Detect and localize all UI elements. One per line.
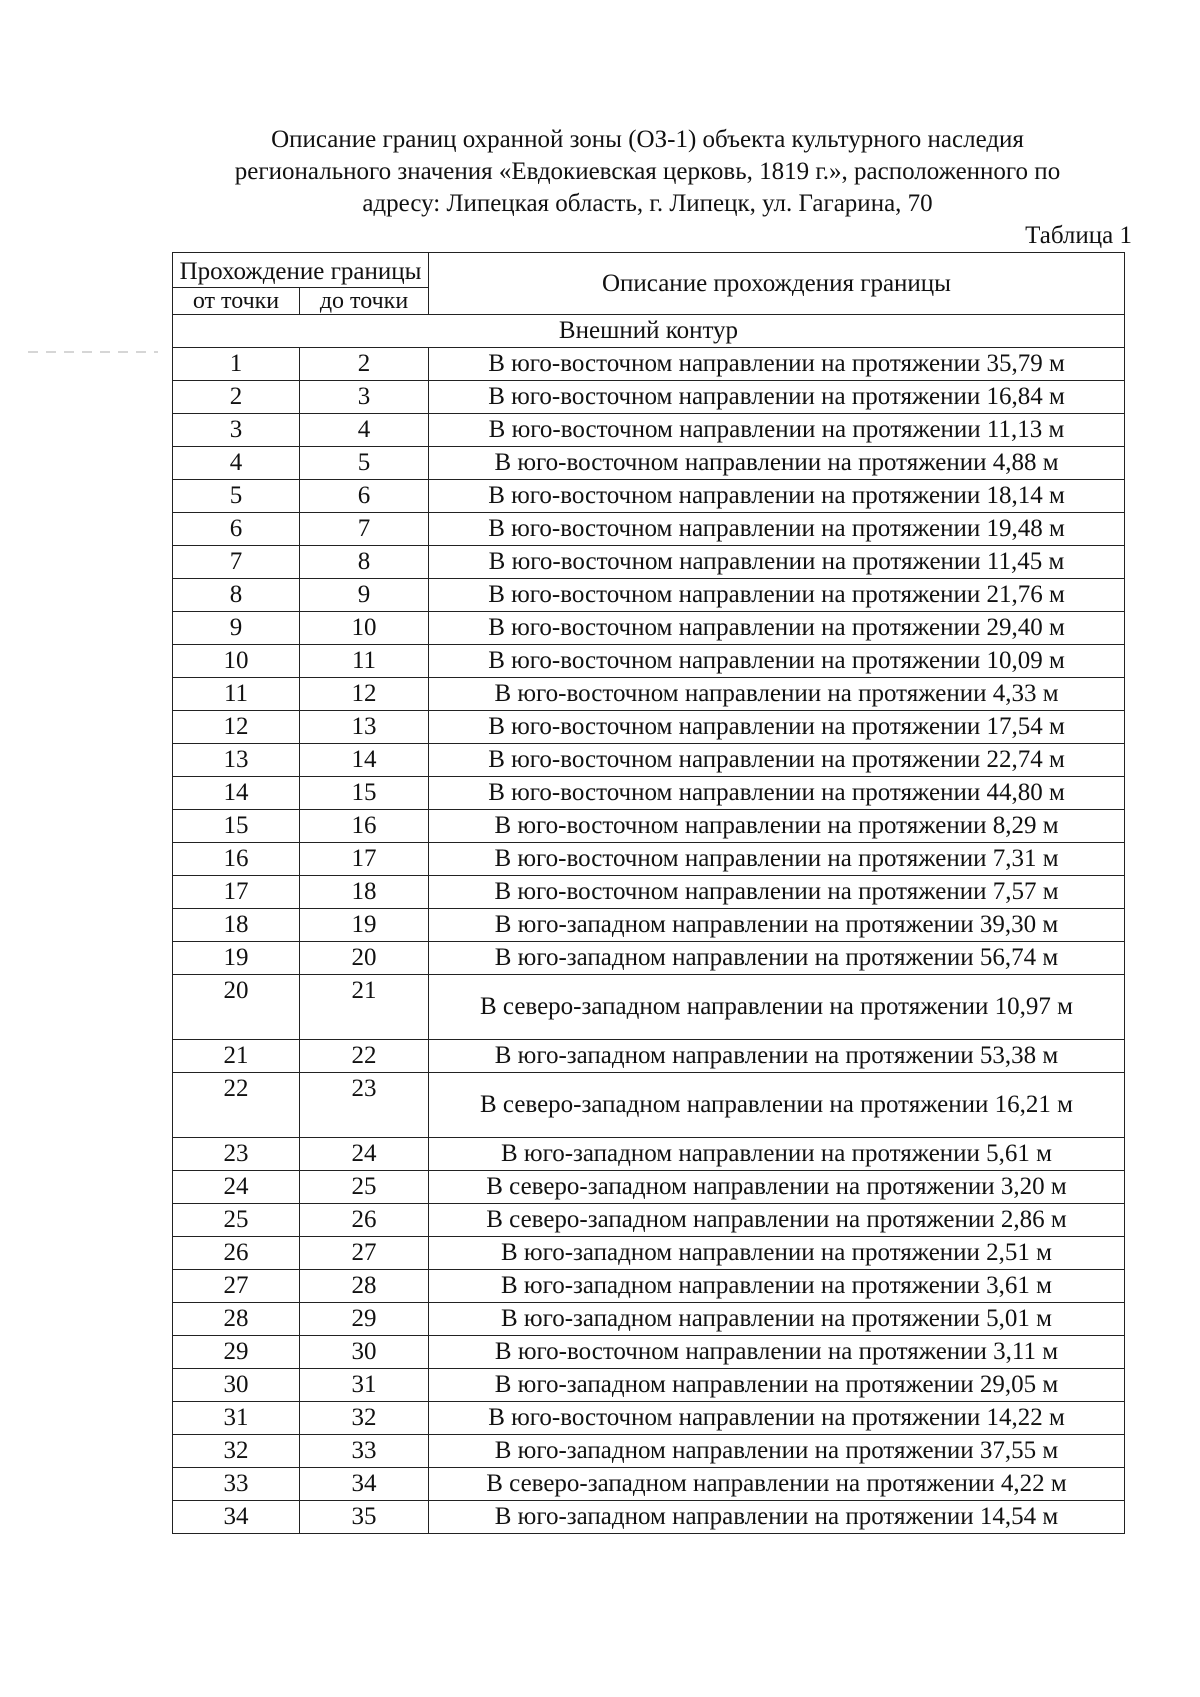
from-point-cell: 2 bbox=[173, 381, 300, 414]
table-row bbox=[173, 1369, 1125, 1402]
to-point-cell: 22 bbox=[300, 1040, 429, 1073]
table-row bbox=[173, 480, 1125, 513]
table-row bbox=[173, 975, 1125, 1040]
header-route: Прохождение границы bbox=[173, 253, 429, 288]
from-point-cell: 19 bbox=[173, 942, 300, 975]
description-cell: В юго-западном направлении на протяжении 53,38 м bbox=[429, 1040, 1125, 1073]
to-point-cell: 2 bbox=[300, 348, 429, 381]
table-row bbox=[173, 579, 1125, 612]
header-to-point: до точки bbox=[300, 288, 429, 315]
table-row bbox=[173, 546, 1125, 579]
title-line-3: адресу: Липецкая область, г. Липецк, ул. Гагарина, 70 bbox=[362, 190, 933, 217]
to-point-cell: 9 bbox=[300, 579, 429, 612]
table-row bbox=[173, 1204, 1125, 1237]
to-point-cell: 32 bbox=[300, 1402, 429, 1435]
description-cell: В юго-восточном направлении на протяжении 29,40 м bbox=[429, 612, 1125, 645]
table-row bbox=[173, 909, 1125, 942]
boundary-table bbox=[172, 252, 1125, 1534]
table-row bbox=[173, 843, 1125, 876]
to-point-cell: 14 bbox=[300, 744, 429, 777]
from-point-cell: 1 bbox=[173, 348, 300, 381]
description-cell: В юго-восточном направлении на протяжении 4,88 м bbox=[429, 447, 1125, 480]
description-cell: В юго-восточном направлении на протяжении 19,48 м bbox=[429, 513, 1125, 546]
to-point-cell: 21 bbox=[300, 975, 429, 1040]
to-point-cell: 24 bbox=[300, 1138, 429, 1171]
table-row bbox=[173, 942, 1125, 975]
description-cell: В юго-восточном направлении на протяжении 7,31 м bbox=[429, 843, 1125, 876]
description-cell: В северо-западном направлении на протяжении 4,22 м bbox=[429, 1468, 1125, 1501]
description-cell: В юго-восточном направлении на протяжении 22,74 м bbox=[429, 744, 1125, 777]
section-outer-contour: Внешний контур bbox=[173, 315, 1125, 348]
table-row bbox=[173, 1138, 1125, 1171]
table-row bbox=[173, 414, 1125, 447]
table-row bbox=[173, 348, 1125, 381]
from-point-cell: 28 bbox=[173, 1303, 300, 1336]
table-row bbox=[173, 1270, 1125, 1303]
from-point-cell: 26 bbox=[173, 1237, 300, 1270]
table-row bbox=[173, 612, 1125, 645]
to-point-cell: 18 bbox=[300, 876, 429, 909]
description-cell: В юго-восточном направлении на протяжении 10,09 м bbox=[429, 645, 1125, 678]
table-row bbox=[173, 513, 1125, 546]
table-row bbox=[173, 1336, 1125, 1369]
from-point-cell: 27 bbox=[173, 1270, 300, 1303]
title-line-1: Описание границ охранной зоны (ОЗ-1) объекта культурного наследия bbox=[271, 126, 1024, 153]
from-point-cell: 7 bbox=[173, 546, 300, 579]
scan-artifact bbox=[28, 351, 158, 353]
table-body bbox=[173, 315, 1125, 1534]
title-line-2: регионального значения «Евдокиевская церковь, 1819 г.», расположенного по bbox=[234, 158, 1061, 185]
description-cell: В юго-западном направлении на протяжении 2,51 м bbox=[429, 1237, 1125, 1270]
table-row bbox=[173, 1303, 1125, 1336]
table-row bbox=[173, 777, 1125, 810]
description-cell: В юго-восточном направлении на протяжении 11,45 м bbox=[429, 546, 1125, 579]
from-point-cell: 25 bbox=[173, 1204, 300, 1237]
to-point-cell: 31 bbox=[300, 1369, 429, 1402]
from-point-cell: 24 bbox=[173, 1171, 300, 1204]
to-point-cell: 25 bbox=[300, 1171, 429, 1204]
to-point-cell: 3 bbox=[300, 381, 429, 414]
from-point-cell: 9 bbox=[173, 612, 300, 645]
from-point-cell: 10 bbox=[173, 645, 300, 678]
description-cell: В юго-восточном направлении на протяжении 14,22 м bbox=[429, 1402, 1125, 1435]
to-point-cell: 30 bbox=[300, 1336, 429, 1369]
description-cell: В юго-восточном направлении на протяжении 11,13 м bbox=[429, 414, 1125, 447]
from-point-cell: 4 bbox=[173, 447, 300, 480]
to-point-cell: 7 bbox=[300, 513, 429, 546]
to-point-cell: 34 bbox=[300, 1468, 429, 1501]
from-point-cell: 17 bbox=[173, 876, 300, 909]
to-point-cell: 6 bbox=[300, 480, 429, 513]
to-point-cell: 10 bbox=[300, 612, 429, 645]
to-point-cell: 35 bbox=[300, 1501, 429, 1534]
table-row bbox=[173, 876, 1125, 909]
table-row bbox=[173, 381, 1125, 414]
description-cell: В юго-восточном направлении на протяжении 35,79 м bbox=[429, 348, 1125, 381]
from-point-cell: 20 bbox=[173, 975, 300, 1040]
document-title bbox=[160, 124, 1135, 220]
from-point-cell: 12 bbox=[173, 711, 300, 744]
table-row bbox=[173, 1435, 1125, 1468]
to-point-cell: 16 bbox=[300, 810, 429, 843]
description-cell: В юго-восточном направлении на протяжении 7,57 м bbox=[429, 876, 1125, 909]
from-point-cell: 29 bbox=[173, 1336, 300, 1369]
from-point-cell: 8 bbox=[173, 579, 300, 612]
from-point-cell: 16 bbox=[173, 843, 300, 876]
description-cell: В юго-западном направлении на протяжении 3,61 м bbox=[429, 1270, 1125, 1303]
from-point-cell: 11 bbox=[173, 678, 300, 711]
description-cell: В юго-западном направлении на протяжении 37,55 м bbox=[429, 1435, 1125, 1468]
description-cell: В юго-восточном направлении на протяжении 18,14 м bbox=[429, 480, 1125, 513]
to-point-cell: 26 bbox=[300, 1204, 429, 1237]
table-row bbox=[173, 1237, 1125, 1270]
description-cell: В юго-западном направлении на протяжении 5,01 м bbox=[429, 1303, 1125, 1336]
to-point-cell: 8 bbox=[300, 546, 429, 579]
description-cell: В северо-западном направлении на протяжении 10,97 м bbox=[429, 975, 1125, 1040]
table-row bbox=[173, 1402, 1125, 1435]
from-point-cell: 33 bbox=[173, 1468, 300, 1501]
from-point-cell: 3 bbox=[173, 414, 300, 447]
from-point-cell: 15 bbox=[173, 810, 300, 843]
table-row bbox=[173, 1040, 1125, 1073]
table-row bbox=[173, 810, 1125, 843]
to-point-cell: 4 bbox=[300, 414, 429, 447]
description-cell: В юго-восточном направлении на протяжении 21,76 м bbox=[429, 579, 1125, 612]
to-point-cell: 17 bbox=[300, 843, 429, 876]
from-point-cell: 6 bbox=[173, 513, 300, 546]
description-cell: В юго-западном направлении на протяжении 39,30 м bbox=[429, 909, 1125, 942]
to-point-cell: 28 bbox=[300, 1270, 429, 1303]
to-point-cell: 33 bbox=[300, 1435, 429, 1468]
from-point-cell: 31 bbox=[173, 1402, 300, 1435]
description-cell: В юго-западном направлении на протяжении 5,61 м bbox=[429, 1138, 1125, 1171]
description-cell: В северо-западном направлении на протяжении 2,86 м bbox=[429, 1204, 1125, 1237]
from-point-cell: 32 bbox=[173, 1435, 300, 1468]
from-point-cell: 13 bbox=[173, 744, 300, 777]
description-cell: В юго-западном направлении на протяжении 14,54 м bbox=[429, 1501, 1125, 1534]
table-row bbox=[173, 447, 1125, 480]
from-point-cell: 23 bbox=[173, 1138, 300, 1171]
header-from-point: от точки bbox=[173, 288, 300, 315]
table-row bbox=[173, 744, 1125, 777]
to-point-cell: 11 bbox=[300, 645, 429, 678]
description-cell: В юго-восточном направлении на протяжении 8,29 м bbox=[429, 810, 1125, 843]
description-cell: В юго-западном направлении на протяжении 56,74 м bbox=[429, 942, 1125, 975]
description-cell: В юго-восточном направлении на протяжении 17,54 м bbox=[429, 711, 1125, 744]
description-cell: В северо-западном направлении на протяжении 3,20 м bbox=[429, 1171, 1125, 1204]
header-description: Описание прохождения границы bbox=[429, 253, 1125, 315]
to-point-cell: 5 bbox=[300, 447, 429, 480]
from-point-cell: 18 bbox=[173, 909, 300, 942]
table-label: Таблица 1 bbox=[1025, 222, 1132, 249]
table-row bbox=[173, 1073, 1125, 1138]
to-point-cell: 12 bbox=[300, 678, 429, 711]
description-cell: В юго-восточном направлении на протяжении 3,11 м bbox=[429, 1336, 1125, 1369]
description-cell: В юго-восточном направлении на протяжении 16,84 м bbox=[429, 381, 1125, 414]
to-point-cell: 13 bbox=[300, 711, 429, 744]
to-point-cell: 19 bbox=[300, 909, 429, 942]
from-point-cell: 21 bbox=[173, 1040, 300, 1073]
to-point-cell: 15 bbox=[300, 777, 429, 810]
table-row bbox=[173, 1171, 1125, 1204]
from-point-cell: 30 bbox=[173, 1369, 300, 1402]
table-row bbox=[173, 645, 1125, 678]
from-point-cell: 34 bbox=[173, 1501, 300, 1534]
table-row bbox=[173, 711, 1125, 744]
description-cell: В юго-восточном направлении на протяжении 44,80 м bbox=[429, 777, 1125, 810]
to-point-cell: 23 bbox=[300, 1073, 429, 1138]
description-cell: В юго-западном направлении на протяжении 29,05 м bbox=[429, 1369, 1125, 1402]
to-point-cell: 27 bbox=[300, 1237, 429, 1270]
table-row bbox=[173, 1501, 1125, 1534]
table-row bbox=[173, 1468, 1125, 1501]
to-point-cell: 29 bbox=[300, 1303, 429, 1336]
from-point-cell: 5 bbox=[173, 480, 300, 513]
from-point-cell: 22 bbox=[173, 1073, 300, 1138]
table-row bbox=[173, 678, 1125, 711]
from-point-cell: 14 bbox=[173, 777, 300, 810]
description-cell: В юго-восточном направлении на протяжении 4,33 м bbox=[429, 678, 1125, 711]
to-point-cell: 20 bbox=[300, 942, 429, 975]
description-cell: В северо-западном направлении на протяжении 16,21 м bbox=[429, 1073, 1125, 1138]
